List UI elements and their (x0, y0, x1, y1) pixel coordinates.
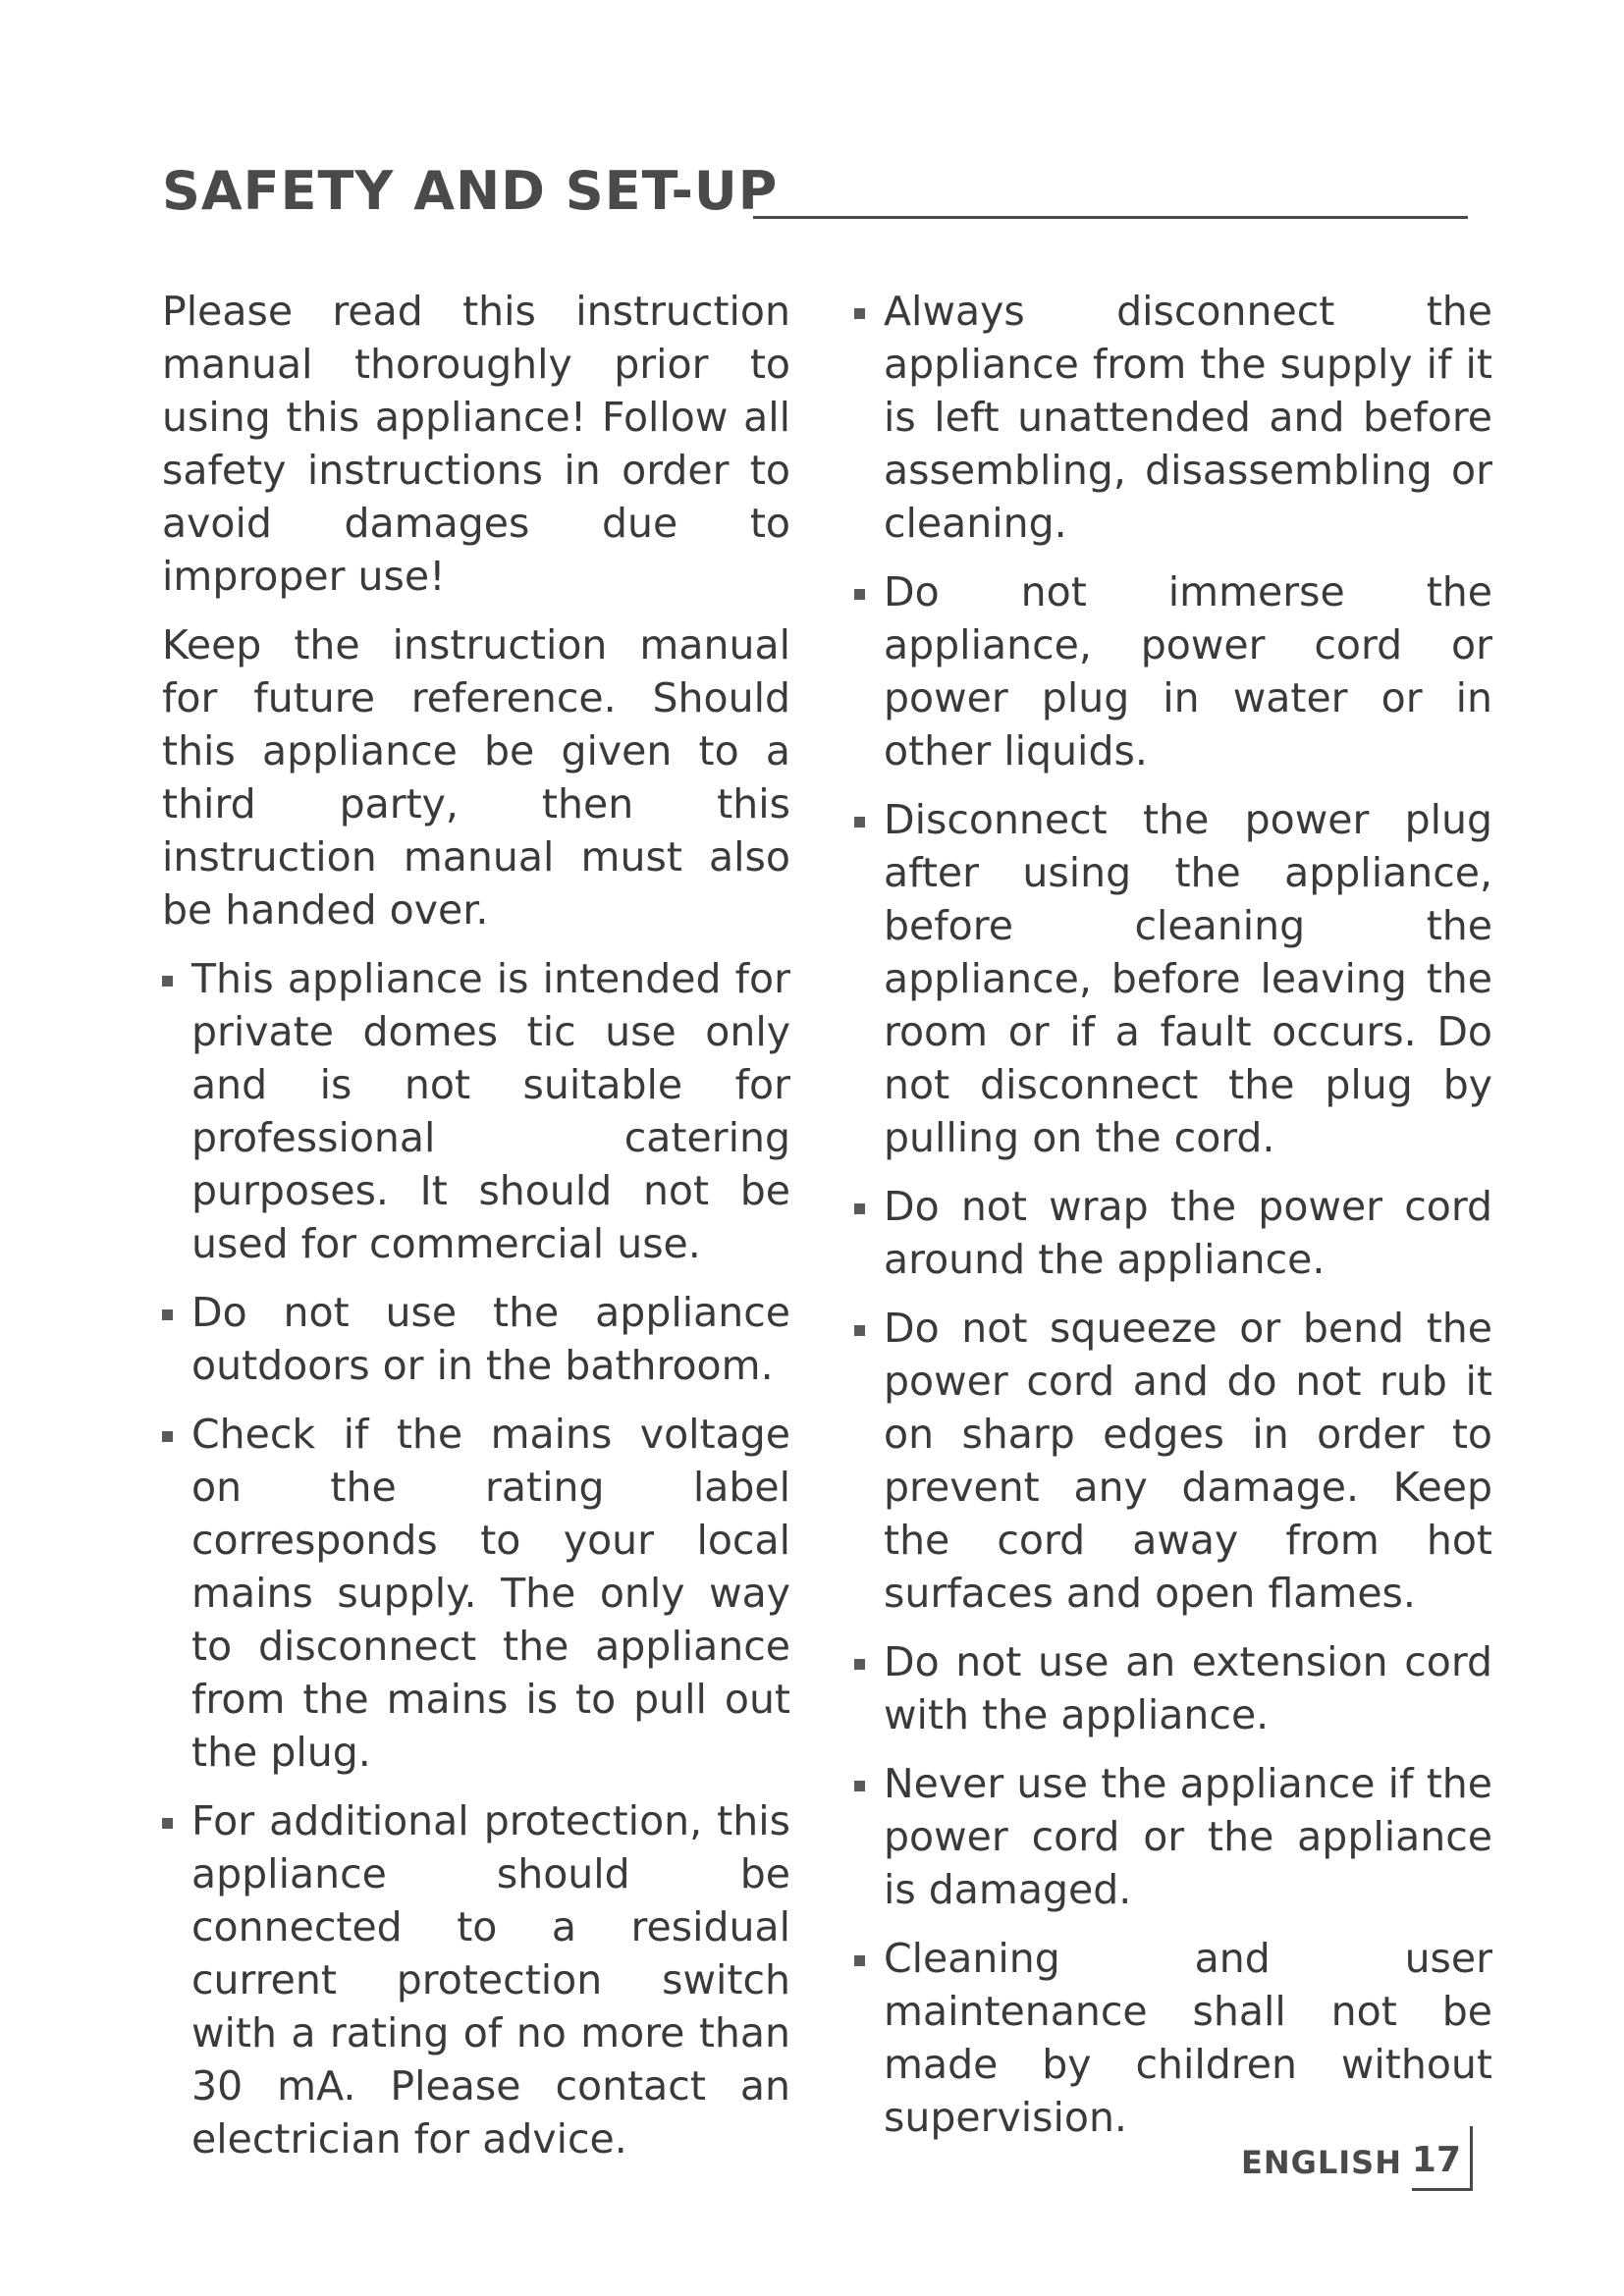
list-item (854, 1757, 1492, 1916)
bullet-square-icon (854, 1325, 865, 1336)
page-number-bracket-vertical (1470, 2126, 1473, 2191)
left-column (162, 285, 790, 2181)
page-number: 17 (1411, 2140, 1461, 2180)
list-item (162, 1794, 790, 2165)
list-item (854, 1302, 1492, 1620)
list-item-text: Disconnect the power plug after using the appliance, before cleaning the appliance, before leaving the room or if a fault occurs. Do not disconnect the plug by pulling on the cord. (884, 796, 1492, 1161)
bullet-square-icon (854, 1203, 865, 1214)
bullet-square-icon (162, 1431, 173, 1442)
bullet-square-icon (854, 308, 865, 319)
page-footer (1227, 2126, 1483, 2195)
bullet-square-icon (162, 976, 173, 987)
intro-paragraph: Please read this instruction manual thoroughly prior to using this appliance! Follow all safety instructions in order to avoid damages due to improper use! (162, 288, 790, 600)
list-item-text: Check if the mains voltage on the rating label corresponds to your local mains supply. The only way to disconnect the appliance from the mains is to pull out the plug. (191, 1411, 790, 1776)
list-item (854, 1932, 1492, 2144)
footer-language: ENGLISH (1240, 2144, 1402, 2181)
list-item (854, 1635, 1492, 1741)
list-item-text: Always disconnect the appliance from the supply if it is left unattended and before assembling, disassembling or cleaning. (884, 288, 1492, 547)
list-item-text: Do not wrap the power cord around the appliance. (884, 1183, 1492, 1283)
bullet-square-icon (854, 1955, 865, 1966)
list-item (854, 1180, 1492, 1286)
bullet-square-icon (854, 1659, 865, 1670)
right-column (854, 285, 1492, 2160)
list-item (854, 793, 1492, 1164)
list-item-text: Cleaning and user maintenance shall not be made by children without supervision. (884, 1935, 1492, 2141)
page-title: SAFETY AND SET-UP (162, 160, 779, 222)
manual-handover-paragraph: Keep the instruction manual for future reference. Should this appliance be given to a third party, then this instruction manual must also be handed over. (162, 621, 790, 934)
bullet-square-icon (162, 1309, 173, 1320)
list-item-text: Do not use an extension cord with the appliance. (884, 1638, 1492, 1738)
page-header (162, 157, 1468, 226)
list-item (162, 1286, 790, 1392)
bullet-square-icon (162, 1818, 173, 1829)
bullet-square-icon (854, 1781, 865, 1791)
list-item-text: This appliance is intended for private domes tic use only and is not suitable for professional catering purposes. It should not be used for commercial use. (191, 955, 790, 1267)
list-item-text: For additional protection, this appliance should be connected to a residual current protection switch with a rating of no more than 30 mA. Please contact an electrician for advice. (191, 1797, 790, 2163)
list-item (854, 565, 1492, 777)
list-item-text: Do not immerse the appliance, power cord or power plug in water or in other liquids. (884, 568, 1492, 774)
title-rule (753, 216, 1468, 219)
list-item-text: Never use the appliance if the power cord or the appliance is damaged. (884, 1760, 1492, 1913)
bullet-square-icon (854, 589, 865, 600)
list-item (854, 285, 1492, 550)
list-item (162, 1408, 790, 1779)
list-item-text: Do not use the appliance outdoors or in the bathroom. (191, 1289, 790, 1389)
bullet-square-icon (854, 817, 865, 828)
page-number-bracket-horizontal (1412, 2188, 1473, 2191)
list-item-text: Do not squeeze or bend the power cord and do not rub it on sharp edges in order to prevent any damage. Keep the cord away from hot surfaces and open flames. (884, 1305, 1492, 1617)
list-item (162, 952, 790, 1270)
